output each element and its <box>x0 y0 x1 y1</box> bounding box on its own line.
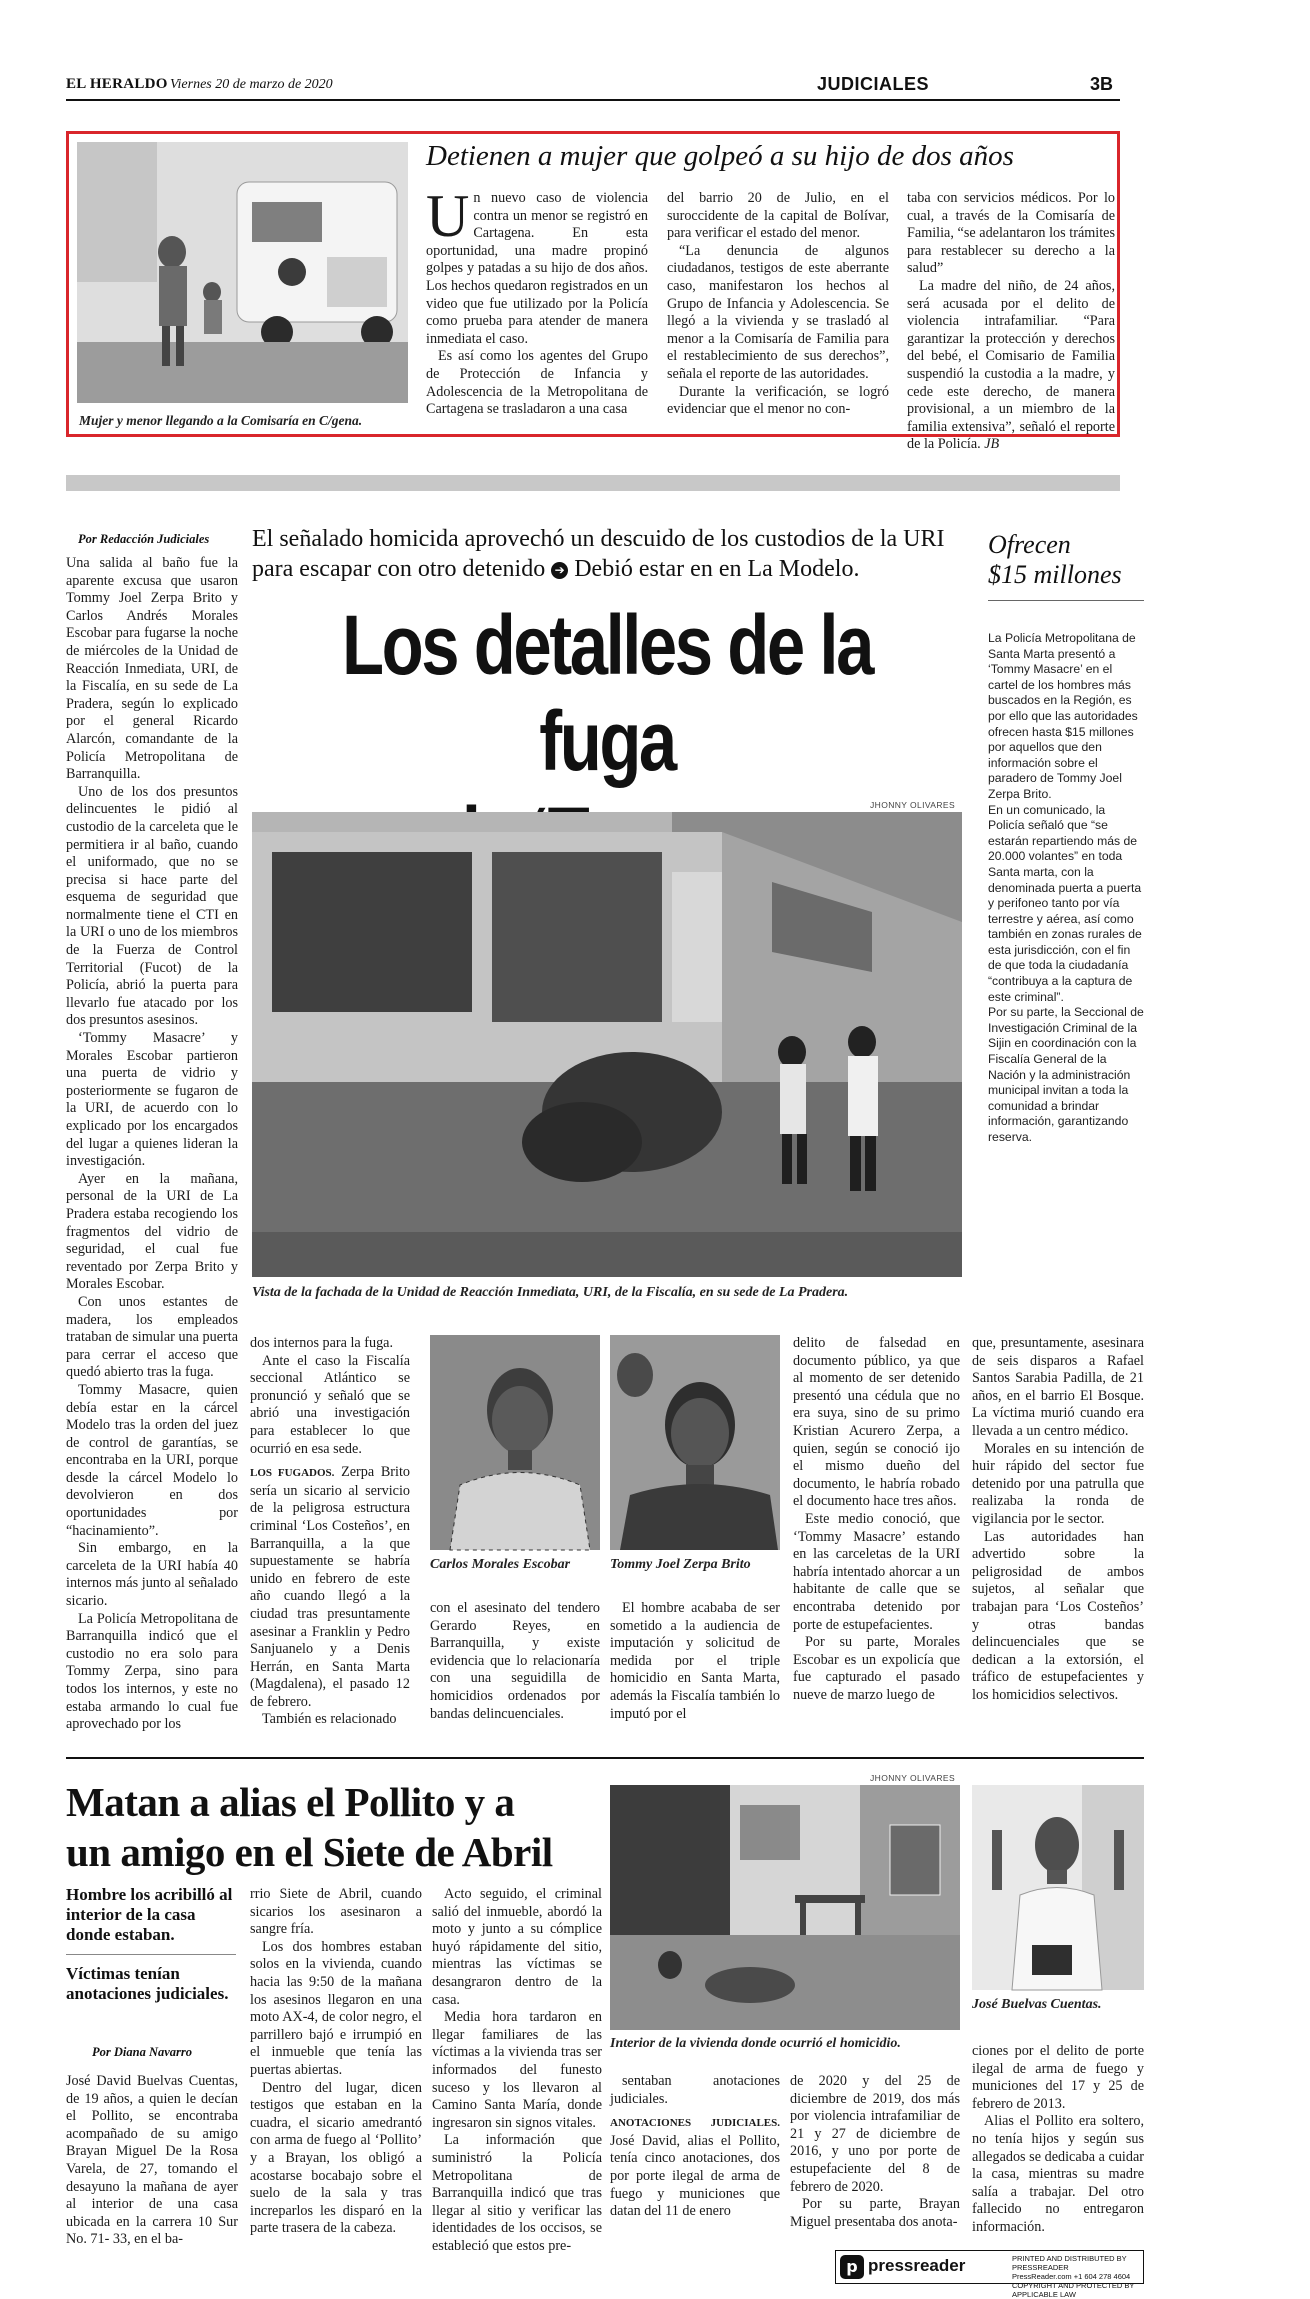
top-story-col-2 <box>667 190 889 430</box>
sidebar-title-line: $15 millones <box>988 560 1122 589</box>
bottom-portrait-caption: José Buelvas Cuentas. <box>972 1997 1102 2012</box>
paragraph: José David, alias el Pollito, tenía cinco anotaciones, dos por porte ilegal de arma de fuego y municiones que datan del 11 de enero <box>610 2132 780 2220</box>
bottom-photo-caption: Interior de la vivienda donde ocurrió el homicidio. <box>610 2036 901 2051</box>
paragraph: Las autoridades han advertido sobre la peligrosidad de ambos sujetos, al señalar que trabajan para ‘Los Costeños’ y otras bandas delincuenciales que se dedican a la extorsión, el tráfico de estupefacientes y los homicidios selectivos. <box>972 1528 1144 1703</box>
paragraph: Dentro del lugar, dicen testigos que estaban en la cuadra, el sicario amedrantó con arma de fuego al ‘Pollito’ y a Brayan, los obligó a acostarse bocabajo sobre el suelo de la sala y tras increparlos les disparó en la parte trasera de la cabeza. <box>250 2079 422 2237</box>
paragraph: La Policía Metropolitana de Barranquilla indicó que el custodio no era solo para Tommy Zerpa, sino para todos los internos, y este no estaba armando lo cual fue aprovechado por los <box>66 1610 238 1733</box>
paragraph: José David Buelvas Cuentas, de 19 años, a quien le decían el Pollito, se encontraba acompañado de su amigo Brayan Miguel De la Rosa Varela, de 27, tomando el desayuno la mañana de ayer al interior de una casa ubicada en la carrera 10 Sur No. 71- 33, en el ba- <box>66 2073 238 2248</box>
paragraph: rrio Siete de Abril, cuando sicarios los asesinaron a sangre fría. <box>250 1886 422 1938</box>
deck-text: Víctimas tenían anotaciones judiciales. <box>66 1964 229 2003</box>
bottom-col-5 <box>790 2073 960 2248</box>
bottom-col-2 <box>250 1886 422 2246</box>
kicker-text: El señalado homicida aprovechó un descuido de los custodios de la URI para escapar con otro detenido <box>252 526 945 582</box>
paragraph: ‘Tommy Masacre’ y Morales Escobar partieron una puerta de vidrio y posteriormente se fugaron de la URI, de acuerdo con lo explicado por los encargados del lugar a quienes lideran la investigación. <box>66 1030 238 1170</box>
paragraph: Sin embargo, en la carceleta de la URI había 40 internos más junto al señalado sicario. <box>66 1540 238 1610</box>
headline-line: un amigo en el Siete de Abril <box>66 1829 553 1875</box>
portrait-tommy <box>610 1335 780 1550</box>
police-van-illustration <box>77 142 408 403</box>
main-left-column <box>66 555 238 1733</box>
paragraph: Una salida al baño fue la aparente excusa que usaron Tommy Joel Zerpa Brito y Carlos Andrés Morales Escobar para fugarse la noche de miércoles de la Unidad de Reacción Inmediata, URI, de la Fiscalía, en su sede de La Pradera, según lo explicado por el general Ricardo Alarcón, comandante de la Policía Metropolitana de Barranquilla. <box>66 555 238 783</box>
subhead: ANOTACIONES JUDICIALES. <box>610 2117 780 2130</box>
footer-line: PressReader.com +1 604 278 4604 <box>1012 2272 1131 2281</box>
paragraph: Ayer en la mañana, personal de la URI de La Pradera estaba recogiendo los fragmentos del vidrio de seguridad, el cual fue reventado por Zerpa Brito y Morales Escobar. <box>66 1170 238 1293</box>
main-photo <box>252 812 962 1277</box>
sidebar-title <box>988 530 1122 590</box>
bottom-deck <box>66 1885 236 2004</box>
main-photo-credit: JHONNY OLIVARES <box>870 800 956 810</box>
header-rule <box>66 99 1120 101</box>
bottom-headline <box>66 1777 606 1877</box>
paragraph: Morales en su intención de huir rápido del sector fue detenido por una patrulla que realizaba la ronda de vigilancia por le sector. <box>972 1440 1144 1527</box>
headline-line: Matan a alias el Pollito y a <box>66 1779 515 1825</box>
bottom-col-4 <box>610 2073 780 2248</box>
subhead: LOS FUGADOS. <box>250 1467 335 1480</box>
bottom-col-3 <box>432 1886 602 2254</box>
paragraph: de 2020 y del 25 de diciembre de 2019, dos más por violencia intrafamiliar de 21 y 27 de diciembre de 2016, y uno por porte de estupefaciente del 8 de febrero de 2020. <box>790 2073 960 2195</box>
top-story-photo <box>77 142 408 403</box>
portrait-tommy-caption: Tommy Joel Zerpa Brito <box>610 1557 751 1572</box>
main-col-a <box>250 1335 411 1728</box>
portrait-illustration <box>430 1335 600 1550</box>
paragraph: Por su parte, Brayan Miguel presentaba dos anota- <box>790 2196 960 2230</box>
paragraph: Este medio conoció, que ‘Tommy Masacre’ estando en las carceletas de la URI habría intentado ahorcar a un habitante de calle que se encontraba detenido por porte de estupefacientes. <box>793 1510 960 1633</box>
top-story-caption: Mujer y menor llegando a la Comisaría en C/gena. <box>79 413 363 428</box>
main-col-c <box>610 1600 780 1725</box>
sidebar-text <box>988 631 1144 1146</box>
main-col-d <box>793 1335 960 1725</box>
top-story-text: Es así como los agentes del Grupo de Protección de Infancia y Adolescencia de la Metropolitana de Cartagena se trasladaron a una casa <box>426 348 648 418</box>
paragraph: Por su parte, Morales Escobar es un expolicía que fue capturado el pasado nueve de marzo luego de <box>793 1634 960 1703</box>
section-separator-bar <box>66 475 1120 491</box>
dropcap: U <box>426 183 470 249</box>
paragraph: La información que suministró la Policía Metropolitana de Barranquilla indicó que tras llegar al sitio y verificar las identidades de los occisos, se estableció que estos pre- <box>432 2132 602 2254</box>
interior-illustration <box>610 1785 960 2030</box>
sidebar-rule <box>988 600 1144 601</box>
paragraph: Acto seguido, el criminal salió del inmueble, abordó la moto y junto a su cómplice huyó rápidamente del sitio, mientras las víctimas se desangraron dentro de la casa. <box>432 1886 602 2008</box>
paragraph: El hombre acababa de ser sometido a la audiencia de imputación y solicitud de medida por el triple homicidio en Santa Marta, además la Fiscalía también lo imputó por el <box>610 1600 780 1722</box>
sidebar-paragraph: Por su parte, la Seccional de Investigación Criminal de la Sijin en coordinación con la Fiscalía General de la Nación y la administración municipal invitan a toda la comunidad a brindar información, garantizando reserva. <box>988 1005 1144 1144</box>
paragraph: Los dos hombres estaban solos en la vivienda, cuando hacia las 9:50 de la mañana los asesinos llegaron en una moto AX-4, de color negro, el parrillero bajó e irrumpió en el inmueble que tenía las puertas abiertas. <box>250 1938 422 2078</box>
uri-facade-illustration <box>252 812 962 1277</box>
paragraph: con el asesinato del tendero Gerardo Reyes, en Barranquilla, y existe evidencia que lo relacionaría con una seguidilla de homicidios ordenados por bandas delincuenciales. <box>430 1600 600 1722</box>
bottom-byline: Por Diana Navarro <box>92 2045 193 2059</box>
bottom-col-6 <box>972 2043 1144 2243</box>
paragraph: Uno de los dos presuntos delincuentes le pidió al custodio de la carceleta que le permitiera ir al baño, cuando el uniformado, que no se precisa si hace parte del esquema de seguridad que normalmente tiene el CTI en la URI o uno de los miembros de la Fuerza de Control Territorial (Fucot) de la Policía, abrió la puerta para llevarlo fue atacado por los dos presuntos asesinos. <box>66 783 238 1029</box>
top-story-col-3 <box>907 190 1115 453</box>
portrait-illustration <box>610 1335 780 1550</box>
bottom-story-rule <box>66 1757 1144 1759</box>
paragraph: Alias el Pollito era soltero, no tenía hijos y según sus allegados se dedicaba a cuidar la casa, mientras su madre salía a trabajar. Del otro fallecido no entregaron información. <box>972 2113 1144 2235</box>
paragraph: Con unos estantes de madera, los empleados trataban de simular una puerta para cerrar el acceso que quedó abierto tras la fuga. <box>66 1293 238 1381</box>
top-story-col-1 <box>426 183 648 430</box>
sidebar-title-line: Ofrecen <box>988 530 1071 559</box>
paragraph: que, presuntamente, asesinara de seis disparos a Rafael Santos Sarabia Padilla, de 21 años, en el barrio El Bosque. La víctima murió cuando era llevada a un centro médico. <box>972 1335 1144 1439</box>
pressreader-badge <box>835 2250 1144 2299</box>
portrait-carlos-caption: Carlos Morales Escobar <box>430 1557 571 1572</box>
paragraph: delito de falsedad en documento público, ya que al momento de ser detenido presentó una cédula que no era suya, sino de su primo Kristian Acurero Zerpa, a quien, según se conoció ijo el mismo dueño del documento, le habría robado el documento hace tres años. <box>793 1335 960 1510</box>
top-story-text: La madre del niño, de 24 años, será acusada por el delito de violencia intrafamiliar. “Para garantizar la protección y derechos del bebé, el Comisario de Familia suspendió la custodia a la madre, y cede este derecho, de manera provisional, a un miembro de la familia extensiva”, señaló el reporte de la Policía. <box>907 277 1115 453</box>
headline-line: Los detalles de la fuga <box>342 598 872 788</box>
portrait-illustration <box>972 1785 1144 1990</box>
edition-date: Viernes 20 de marzo de 2020 <box>170 77 333 92</box>
main-photo-caption: Vista de la fachada de la Unidad de Reacción Inmediata, URI, de la Fiscalía, en su sede de La Pradera. <box>252 1285 849 1300</box>
paragraph: ciones por el delito de porte ilegal de arma de fuego y municiones del 17 y 25 de febrero de 2013. <box>972 2043 1144 2112</box>
top-story-title: Detienen a mujer que golpeó a su hijo de dos años <box>426 140 1014 172</box>
paragraph: También es relacionado <box>262 1711 397 1728</box>
sidebar-paragraph: En un comunicado, la Policía señaló que “se estarán repartiendo más de 20.000 volantes” en toda Santa marta, con la denominada puerta a puerta y perifoneo tanto por vía terrestre y aérea, así como también en zonas rurales de esta jurisdicción, con el fin de que toda la ciudadanía “contribuya a la captura de este criminal”. <box>988 802 1142 1004</box>
main-col-b <box>430 1600 600 1725</box>
top-story-text: del barrio 20 de Julio, en el suroccidente de la capital de Bolívar, para verificar el estado del menor. <box>667 190 889 242</box>
top-story-text: taba con servicios médicos. Por lo cual, a través de la Comisaría de Familia, “se adelantaron los trámites para restablecer su derecho a la salud” <box>907 190 1115 277</box>
author-initials: JB <box>984 436 1000 453</box>
paragraph: Tommy Masacre, quien debía estar en la cárcel Modelo tras la orden del juez de control de garantías, se encontraba en la URI, porque desde la cárcel Modelo lo devolvieron en dos oportunidades por “hacinamiento”. <box>66 1381 238 1539</box>
pressreader-info <box>1012 2254 1143 2299</box>
paper-name: EL HERALDO <box>66 76 168 92</box>
paragraph: dos internos para la fuga. <box>250 1335 394 1351</box>
top-story-box <box>66 131 1120 453</box>
paragraph: Zerpa Brito sería un sicario al servicio de la peligrosa estructura criminal ‘Los Costeños’, en Barranquilla, a la que supuestamente se habría unido en febrero de este año cuando llegó a la ciudad tras presuntamente asesinar a Franklin y Pedro Sanjuanelo y a Denis Herrán, en Santa Marta (Magdalena), el pasado 12 de febrero. <box>250 1464 411 1710</box>
paragraph: sentaban anotaciones judiciales. <box>610 2073 780 2107</box>
top-story-text: Durante la verificación, se logró evidenciar que el menor no con- <box>667 383 889 418</box>
page-number: 3B <box>1090 74 1114 94</box>
arrow-icon: ➔ <box>551 562 568 579</box>
pressreader-logo-icon: p <box>840 2255 864 2279</box>
top-story-text: “La denuncia de algunos ciudadanos, testigos de este aberrante caso, manifestaron los hechos al Grupo de Infancia y Adolescencia. Se llegó a la vivienda y se trasladó al menor a la Comisaría de Familia para el restablecimiento de sus derechos”, señala el reporte de las autoridades. <box>667 242 889 382</box>
footer-line: PRINTED AND DISTRIBUTED BY PRESSREADER <box>1012 2254 1127 2272</box>
pressreader-brand: pressreader <box>868 2256 966 2275</box>
bottom-portrait <box>972 1785 1144 1990</box>
section-name: JUDICIALES <box>817 74 930 94</box>
main-col-e <box>972 1335 1144 1725</box>
paragraph: Ante el caso la Fiscalía seccional Atlántico se pronunció y señaló que se abrió una investigación para establecer lo que ocurrió en esa sede. <box>250 1352 410 1457</box>
bottom-photo-credit: JHONNY OLIVARES <box>870 1773 956 1783</box>
main-byline: Por Redacción Judiciales <box>78 532 210 546</box>
paragraph: Media hora tardaron en llegar familiares de las víctimas a la vivienda tras ser informados del funesto suceso y los llevaron al Camino Santa María, donde ingresaron sin signos vitales. <box>432 2009 602 2131</box>
portrait-carlos <box>430 1335 600 1550</box>
top-story-text: n nuevo caso de violencia contra un menor se registró en Cartagena. En esta oportunidad, una madre propinó golpes y patadas a su hijo de dos años. Los hechos quedaron registrados en un video que fue utilizado por la Policía como prueba para atender de manera inmediata el caso. <box>426 190 648 347</box>
kicker-text: Debió estar en en La Modelo. <box>574 556 860 582</box>
bottom-photo-interior <box>610 1785 960 2030</box>
sidebar-paragraph: La Policía Metropolitana de Santa Marta presentó a ‘Tommy Masacre’ en el cartel de los hombres más buscados en la Región, es por ello que las autoridades ofrecen hasta $15 millones por aquellos que den información sobre el paradero de Tommy Joel Zerpa Brito. <box>988 631 1138 801</box>
footer-line: COPYRIGHT AND PROTECTED BY APPLICABLE LAW <box>1012 2281 1135 2299</box>
deck-rule <box>66 1954 236 1955</box>
deck-text: Hombre los acribilló al interior de la casa donde estaban. <box>66 1885 233 1944</box>
main-kicker <box>252 524 962 584</box>
bottom-col-1 <box>66 2073 238 2248</box>
